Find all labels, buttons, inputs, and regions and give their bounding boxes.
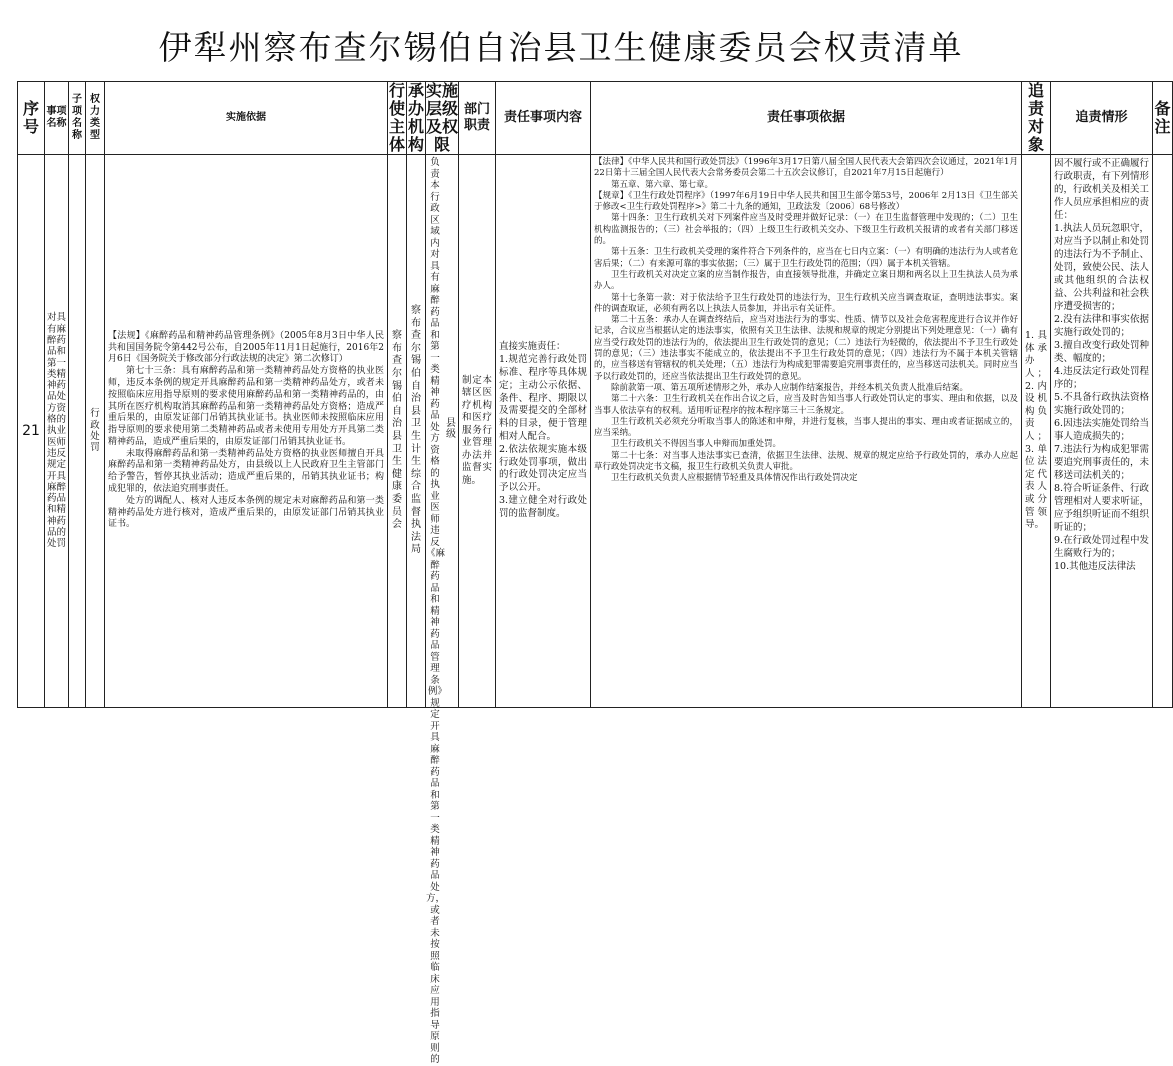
resp-basis-art25b: 除前款第一项、第五项所述情形之外，承办人应制作结案报告，并经本机关负责人批准后结案。 — [611, 382, 969, 393]
resp-basis-art26: 第二十六条：卫生行政机关在作出合议之后，应当及时告知当事人行政处罚认定的事实、理由和依据，以及当事人依法享有的权利。适用听证程序的按本程序第三十三条规定。 — [594, 394, 1018, 416]
resp-content-item: 1.规范完善行政处罚标准、程序等具体规定；主动公示依据、条件、程序、期限以及需要提交的全部材料的目录，便于管理相对人配合。 — [499, 354, 587, 442]
basis-unqualified: 未取得麻醉药品和第一类精神药品处方资格的执业医师擅自开具麻醉药品和第一类精神药品处方，由县级以上人民政府卫生主管部门给予警告，暂停其执业活动；造成严重后果的，吊销其执业证书；构成犯罪的，依法追究刑事责任。 — [108, 448, 384, 495]
header-seq: 序号 — [18, 82, 45, 155]
resp-basis-art14: 第十四条：卫生行政机关对下列案件应当及时受理并做好记录：（一）在卫生监督管理中发现的；（二）卫生机构监测报告的；（三）社会举报的；（四）上级卫生行政机关交办、下级卫生行政机关报请的或者有关部门移送的。 — [594, 213, 1018, 247]
row-level-duty-text: 负责本行政区域内对具有麻醉药品和第一类精神药品处方资格的执业医师违反《麻醉药品和精神药品管理条例》规定开具麻醉药品和第一类精神药品处方，或者未按照临床应用指导原则的 — [426, 157, 446, 1065]
row-basis — [105, 155, 388, 708]
header-level: 实施层级及权限 — [426, 81, 459, 154]
resp-basis-art25: 第二十五条：承办人在调查终结后，应当对违法行为的事实、性质、情节以及社会危害程度进行合议并作好记录，合议应当根据认定的违法事实，依照有关卫生法律、法规和规章的规定分别提出下列处理意见：（一）确有应当受行政处罚的违法行为的，依法提出卫生行政处罚的意见；（二）违法行为轻微的，依法提出不予卫生行政处罚的意见；（三）违法事实不能成立的，依法提出不予卫生行政处罚的意见；（四）违法行为不属于本机关管辖的，应当移送有管辖权的机关处理；（五）违法行为构成犯罪需要追究刑事责任的，应当移送司法机关。同时应当予以行政处罚的，还应当依法提出卫生行政处罚的意见。 — [594, 315, 1018, 382]
row-account-case — [1051, 155, 1153, 708]
responsibility-table — [17, 81, 1173, 1065]
header-account-case: 追责情形 — [1051, 82, 1153, 155]
resp-basis-law: 【法律】《中华人民共和国行政处罚法》（1996年3月17日第八届全国人民代表大会第四次会议通过，2021年1月22日第十三届全国人民代表大会常务委员会第二十五次会议修订，自2021年7月15日起施行） — [594, 157, 1018, 179]
resp-basis-art15: 第十五条：卫生行政机关受理的案件符合下列条件的，应当在七日内立案：（一）有明确的违法行为人或者危害后果；（二）有来源可靠的事实依据；（三）属于卫生行政处罚的范围；（四）属于本机关管辖。 — [594, 247, 1018, 269]
resp-content-item: 3.建立健全对行政处罚的监督制度。 — [499, 494, 587, 519]
row-resp-basis — [591, 155, 1022, 708]
resp-basis-art27: 第二十七条：对当事人违法事实已查清，依据卫生法律、法规、规章的规定应给予行政处罚的，承办人应起草行政处罚决定书文稿，报卫生行政机关负责人审批。 — [594, 450, 1018, 473]
header-actor: 行使主体 — [388, 81, 405, 154]
account-case-item: 9.在行政处罚过程中发生腐败行为的； — [1054, 535, 1149, 559]
account-case-item: 3.擅自改变行政处罚种类、幅度的； — [1054, 340, 1149, 364]
resp-basis-chapters: 第五章、第六章、第七章。 — [611, 179, 714, 190]
document-title: 伊犁州察布查尔锡伯自治县卫生健康委员会权责清单 — [158, 28, 964, 67]
row-actor: 察布查尔锡伯自治县卫生健康委员会 — [388, 155, 407, 708]
resp-basis-rule: 【规章】《卫生行政处罚程序》（1997年6月19日中华人民共和国卫生部令第53号，2006年 2月13日《卫生部关于修改<卫生行政处罚程序>》第二十九条的通知，卫政法发〔2006〕68号修改） — [594, 190, 1018, 213]
row-remark — [1153, 155, 1173, 708]
account-case-item: 4.违反法定行政处罚程序的； — [1054, 366, 1149, 390]
row-item-name: 对具有麻醉药品和第一类精神药品处方资格的执业医师违反规定开具麻醉药品和精神药品的处罚 — [45, 155, 69, 708]
row-resp-content — [496, 155, 591, 708]
table-row — [18, 155, 1173, 708]
account-case-item: 10.其他违反法律法 — [1054, 561, 1136, 572]
basis-article-73: 第七十三条：具有麻醉药品和第一类精神药品处方资格的执业医师，违反本条例的规定开具麻醉药品和第一类精神药品处方，或者未按照临床应用指导原则的要求使用麻醉药品和第一类精神药品的，由其所在医疗机构取消其麻醉药品和第一类精神药品处方资格；造成严重后果的，由原发证部门吊销其执业证书。执业医师未按照临床应用指导原则的要求使用第二类精神药品或者未使用专用处方开具第二类精神药品，造成严重后果的，由原发证部门吊销其执业证书。 — [108, 366, 384, 447]
resp-basis-art26c: 卫生行政机关不得因当事人申辩而加重处罚。 — [611, 439, 782, 450]
account-case-item: 5.不具备行政执法资格实施行政处罚的； — [1054, 392, 1149, 416]
row-power-type: 行政处罚 — [86, 155, 105, 708]
account-case-item: 6.因违法实施处罚给当事人造成损失的； — [1054, 418, 1149, 442]
header-undertaker: 承办机构 — [407, 81, 424, 154]
row-sub-item — [69, 155, 86, 708]
row-level: 县级 — [446, 417, 456, 440]
account-case-item: 8.符合听证条件、行政管理相对人要求听证，应予组织听证而不组织听证的； — [1054, 483, 1150, 533]
account-case-item: 7.违法行为构成犯罪需要追究刑事责任的，未移送司法机关的； — [1054, 444, 1150, 481]
resp-basis-art15b: 卫生行政机关对决定立案的应当制作报告，由直接领导批准，并确定立案日期和两名以上卫生执法人员为承办人。 — [594, 269, 1018, 292]
header-item-name: 事项名称 — [45, 82, 69, 155]
row-seq: 21 — [18, 155, 45, 708]
resp-content-heading: 直接实施责任： — [499, 341, 566, 353]
header-sub-item: 子项名称 — [69, 82, 86, 155]
header-basis: 实施依据 — [105, 82, 388, 155]
header-dept-duty: 部门职责 — [459, 82, 496, 155]
resp-basis-art17: 第十七条第一款：对于依法给予卫生行政处罚的违法行为，卫生行政机关应当调查取证，查明违法事实。案件的调查取证，必须有两名以上执法人员参加，并出示有关证件。 — [594, 292, 1018, 314]
resp-basis-art26b: 卫生行政机关必须充分听取当事人的陈述和申辩，并进行复核，当事人提出的事实、理由或者证据成立的，应当采纳。 — [594, 416, 1018, 439]
account-case-item: 2.没有法律和事实依据实施行政处罚的； — [1054, 314, 1149, 338]
header-account-target: 追责对象 — [1022, 82, 1051, 155]
row-account-target: 1.具体承办人；2.内设机构负责人；3.单位法定代表人或分管领导。 — [1022, 155, 1051, 708]
resp-content-item: 2.依法依规实施本级行政处罚事项，做出的行政处罚决定应当予以公开。 — [499, 443, 587, 494]
row-undertaker: 察布查尔锡伯自治县卫生计生综合监督执法局 — [407, 155, 426, 708]
row-level-cell — [426, 155, 459, 1065]
basis-source: 【法规】《麻醉药品和精神药品管理条例》（2005年8月3日中华人民共和国国务院令第442号公布，自2005年11月1日起施行，2016年2月6日《国务院关于修改部分行政法规的决定》第二次修订） — [108, 330, 384, 365]
basis-dispenser: 处方的调配人、核对人违反本条例的规定未对麻醉药品和第一类精神药品处方进行核对，造成严重后果的，由原发证部门吊销其执业证书。 — [108, 495, 384, 530]
resp-basis-art27b: 卫生行政机关负责人应根据情节轻重及具体情况作出行政处罚决定 — [611, 473, 858, 484]
header-remark: 备注 — [1153, 82, 1173, 155]
header-power-type: 权力类型 — [86, 82, 105, 155]
account-case-item: 1.执法人员玩忽职守，对应当予以制止和处罚的违法行为不予制止、处罚，致使公民、法人或其他组织的合法权益、公共利益和社会秩序遭受损害的； — [1054, 223, 1150, 312]
account-case-intro: 因不履行或不正确履行行政职责，有下列情形的，行政机关及相关工作人员应承担相应的责任： — [1054, 158, 1150, 221]
header-resp-content: 责任事项内容 — [496, 82, 591, 155]
header-resp-basis: 责任事项依据 — [591, 82, 1022, 155]
row-dept-duty: 制定本辖区医疗机构和医疗服务行业管理办法并监督实施。 — [459, 155, 496, 708]
table-header-row — [18, 82, 1173, 155]
